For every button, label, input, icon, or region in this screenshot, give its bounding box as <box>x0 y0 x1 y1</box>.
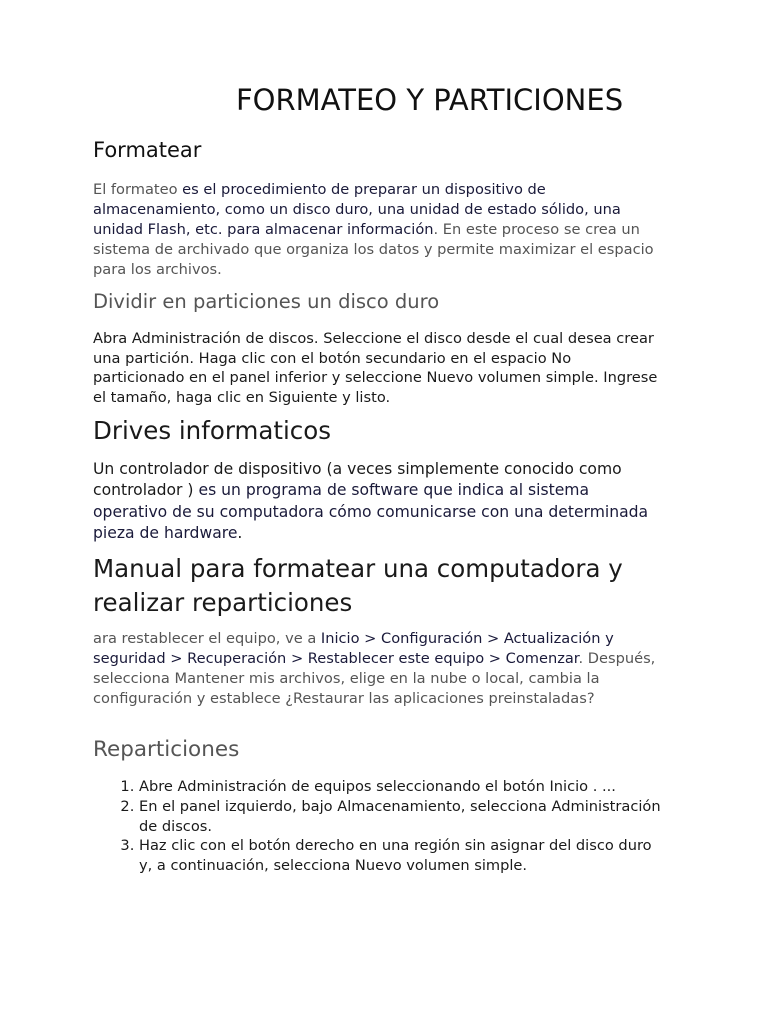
document-title: FORMATEO Y PARTICIONES <box>236 83 624 117</box>
formatear-lead: El formateo <box>93 181 183 198</box>
paragraph-manual <box>93 629 663 709</box>
manual-highlight: Inicio > Configuración > Actualización y seguridad > Recuperación > Restablecer este equipo > Comenzar <box>93 630 614 667</box>
steps-list <box>93 777 663 876</box>
manual-rest: . Después, selecciona Mantener mis archivos, elige en la nube o local, cambia la configuración y establece ¿Restaurar las aplicaciones preinstaladas? <box>93 650 656 707</box>
heading-dividir: Dividir en particiones un disco duro <box>93 290 440 313</box>
formatear-highlight: es el procedimiento de preparar un dispositivo de almacenamiento, como un disco duro, una unidad de estado sólido, una unidad Flash, etc. para almacenar información <box>93 181 621 238</box>
paragraph-drives <box>93 459 668 544</box>
list-item: 2. En el panel izquierdo, bajo Almacenamiento, selecciona Administración de discos. <box>139 797 663 837</box>
paragraph-formatear <box>93 180 663 280</box>
list-item: 3. Haz clic con el botón derecho en una región sin asignar del disco duro y, a continuación, selecciona Nuevo volumen simple. <box>139 836 663 876</box>
paragraph-dividir: Abra Administración de discos. Seleccione el disco desde el cual desea crear una partición. Haga clic con el botón secundario en el espacio No particionado en el panel inferior y seleccione Nuevo volumen simple. Ingrese el tamaño, haga clic en Siguiente y listo. <box>93 330 658 406</box>
drives-highlight: es un programa de software que indica al sistema operativo de su computadora cómo comunicarse con una determinada pieza de hardware <box>93 481 649 542</box>
list-item: 1. Abre Administración de equipos seleccionando el botón Inicio . ... <box>139 777 663 797</box>
drives-lead: Un controlador de dispositivo (a veces simplemente conocido como controlador ) <box>93 460 622 500</box>
heading-reparticiones: Reparticiones <box>93 737 240 762</box>
heading-drives: Drives informaticos <box>93 416 331 445</box>
formatear-rest: . En este proceso se crea un sistema de archivado que organiza los datos y permite maximizar el espacio para los archivos. <box>93 221 654 278</box>
heading-manual: Manual para formatear una computadora y realizar reparticiones <box>93 554 623 617</box>
manual-lead: ara restablecer el equipo, ve a <box>93 630 321 647</box>
heading-formatear: Formatear <box>93 138 202 162</box>
drives-rest: . <box>237 523 243 542</box>
